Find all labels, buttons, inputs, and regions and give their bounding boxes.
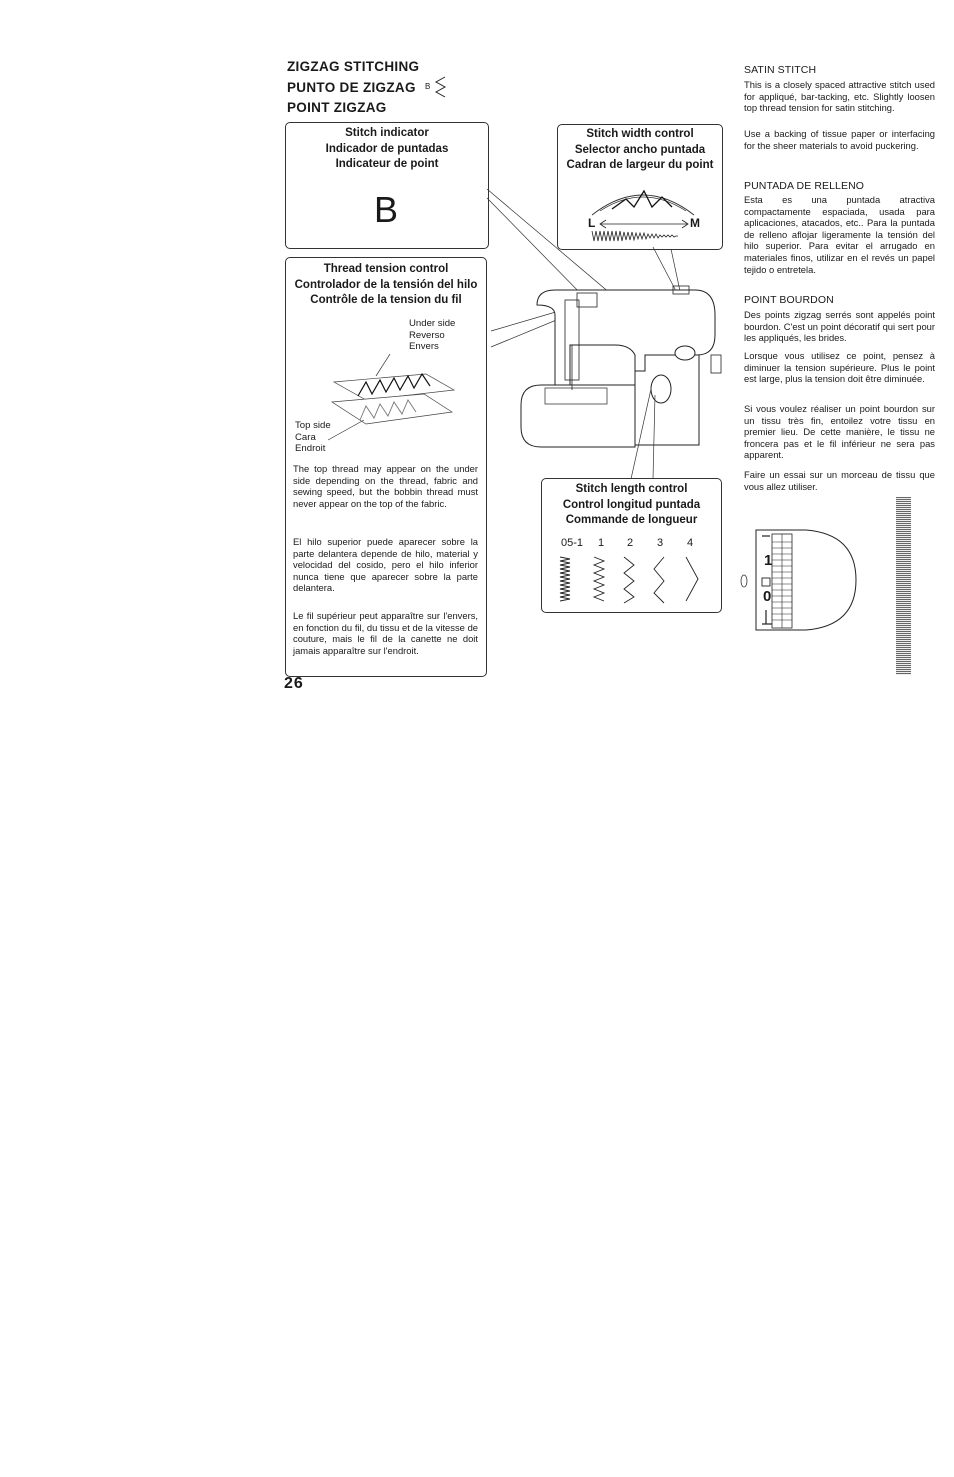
satin-paragraph-fr-3: Si vous voulez réaliser un point bourdon sur un tissu très fin, entoilez votre tissu en premier lieu. De cette manière, le tissu ne froncera pas et le fil inférieur ne sera pas apparent. [744, 403, 935, 461]
thread-tension-paragraph-es: El hilo superior puede aparecer sobre la parte delantera depende de hilo, material y velocidad del cosido, pero el hilo inferior nunca tiene que aparecer sobre la parte delantera. [293, 536, 478, 594]
satin-stitch-sample [896, 497, 911, 675]
stitch-indicator-box [285, 122, 489, 249]
stitch-length-label-es: Control longitud puntada [562, 498, 701, 511]
top-side-labels [295, 420, 331, 455]
page-number: 26 [284, 675, 304, 692]
stitch-length-label-en: Stitch length control [575, 483, 688, 495]
stitch-indicator-label-fr: Indicateur de point [335, 158, 439, 170]
top-side-en: Top side [295, 420, 331, 431]
length-setting-4: 4 [687, 537, 694, 549]
thread-tension-box [285, 257, 487, 677]
satin-paragraph-es: Esta es una puntada atractiva compactamente espaciada, usada para aplicaciones, atacados, etc.. Para la puntada de relleno aflojar ligeramente la tensión del hilo superior. Para evitar el arrugado en materiales finos, utilizar en el revés un papel tejido o entretela. [744, 194, 935, 275]
length-dial-illustration [736, 520, 864, 640]
heading-stitch-symbol [425, 76, 447, 100]
satin-heading-es: PUNTADA DE RELLENO [744, 180, 865, 192]
heading-fr: POINT ZIGZAG [287, 100, 387, 115]
under-side-labels [409, 318, 455, 353]
length-stitch-samples-icon [558, 555, 708, 605]
heading-stitch-code: B [425, 82, 431, 91]
length-setting-1: 1 [598, 537, 605, 549]
length-setting-3: 3 [657, 537, 664, 549]
thread-tension-paragraph-fr: Le fil supérieur peut apparaître sur l'envers, en fonction du fil, du tissu et de la vitesse de couture, mais le fil de la canette ne doit jamais apparaître sur l'endroit. [293, 610, 478, 656]
length-setting-2: 2 [627, 537, 634, 549]
top-side-es: Cara [295, 431, 316, 443]
fabric-layers-illustration [326, 354, 466, 454]
stitch-width-left-label: L [588, 216, 596, 230]
zigzag-icon [433, 76, 447, 100]
satin-paragraph-en-2: Use a backing of tissue paper or interfacing for the sheer materials to avoid puckering. [744, 128, 935, 151]
length-dial-mark-0: 0 [763, 588, 772, 605]
length-setting-05-1: 05-1 [561, 537, 584, 549]
stitch-width-label-es: Selector ancho puntada [574, 143, 706, 156]
stitch-indicator-value: B [374, 189, 399, 230]
satin-paragraph-fr-2: Lorsque vous utilisez ce point, pensez à diminuer la tension supérieure. Plus le point est large, plus la tension doit être diminuée. [744, 350, 935, 385]
thread-tension-label-en: Thread tension control [323, 263, 449, 275]
stitch-width-label-fr: Cadran de largeur du point [566, 159, 714, 171]
length-dial-mark-1: 1 [764, 552, 773, 569]
satin-paragraph-en-1: This is a closely spaced attractive stitch used for appliqué, bar-tacking, etc. Slightly loosen top thread tension for satin stitching. [744, 79, 935, 114]
stitch-width-right-label: M [690, 216, 700, 230]
sewing-machine-illustration [485, 185, 725, 485]
stitch-width-label-en: Stitch width control [586, 128, 694, 140]
satin-heading-en: SATIN STITCH [744, 64, 817, 76]
thread-tension-label-fr: Contrôle de la tension du fil [310, 294, 462, 306]
heading-en: ZIGZAG STITCHING [287, 59, 420, 74]
top-side-fr: Endroit [295, 443, 326, 455]
stitch-indicator-label-es: Indicador de puntadas [325, 142, 449, 155]
stitch-length-box [541, 478, 722, 613]
under-side-en: Under side [409, 318, 456, 329]
satin-heading-fr: POINT BOURDON [744, 294, 834, 306]
thread-tension-label-es: Controlador de la tensión del hilo [294, 278, 478, 291]
under-side-es: Reverso [409, 329, 445, 341]
thread-tension-paragraph-en: The top thread may appear on the under side depending on the thread, fabric and sewing speed, but the bobbin thread must never appear on the top of the fabric. [293, 463, 478, 509]
satin-paragraph-fr-1: Des points zigzag serrés sont appelés point bourdon. C'est un point décoratif qui sert pour les appliqués, les brides. [744, 309, 935, 344]
under-side-fr: Envers [409, 341, 439, 353]
heading-es: PUNTO DE ZIGZAG [287, 80, 416, 95]
stitch-indicator-label-en: Stitch indicator [345, 127, 429, 139]
stitch-length-label-fr: Commande de longueur [565, 514, 698, 526]
satin-paragraph-fr-4: Faire un essai sur un morceau de tissu que vous allez utiliser. [744, 469, 935, 492]
